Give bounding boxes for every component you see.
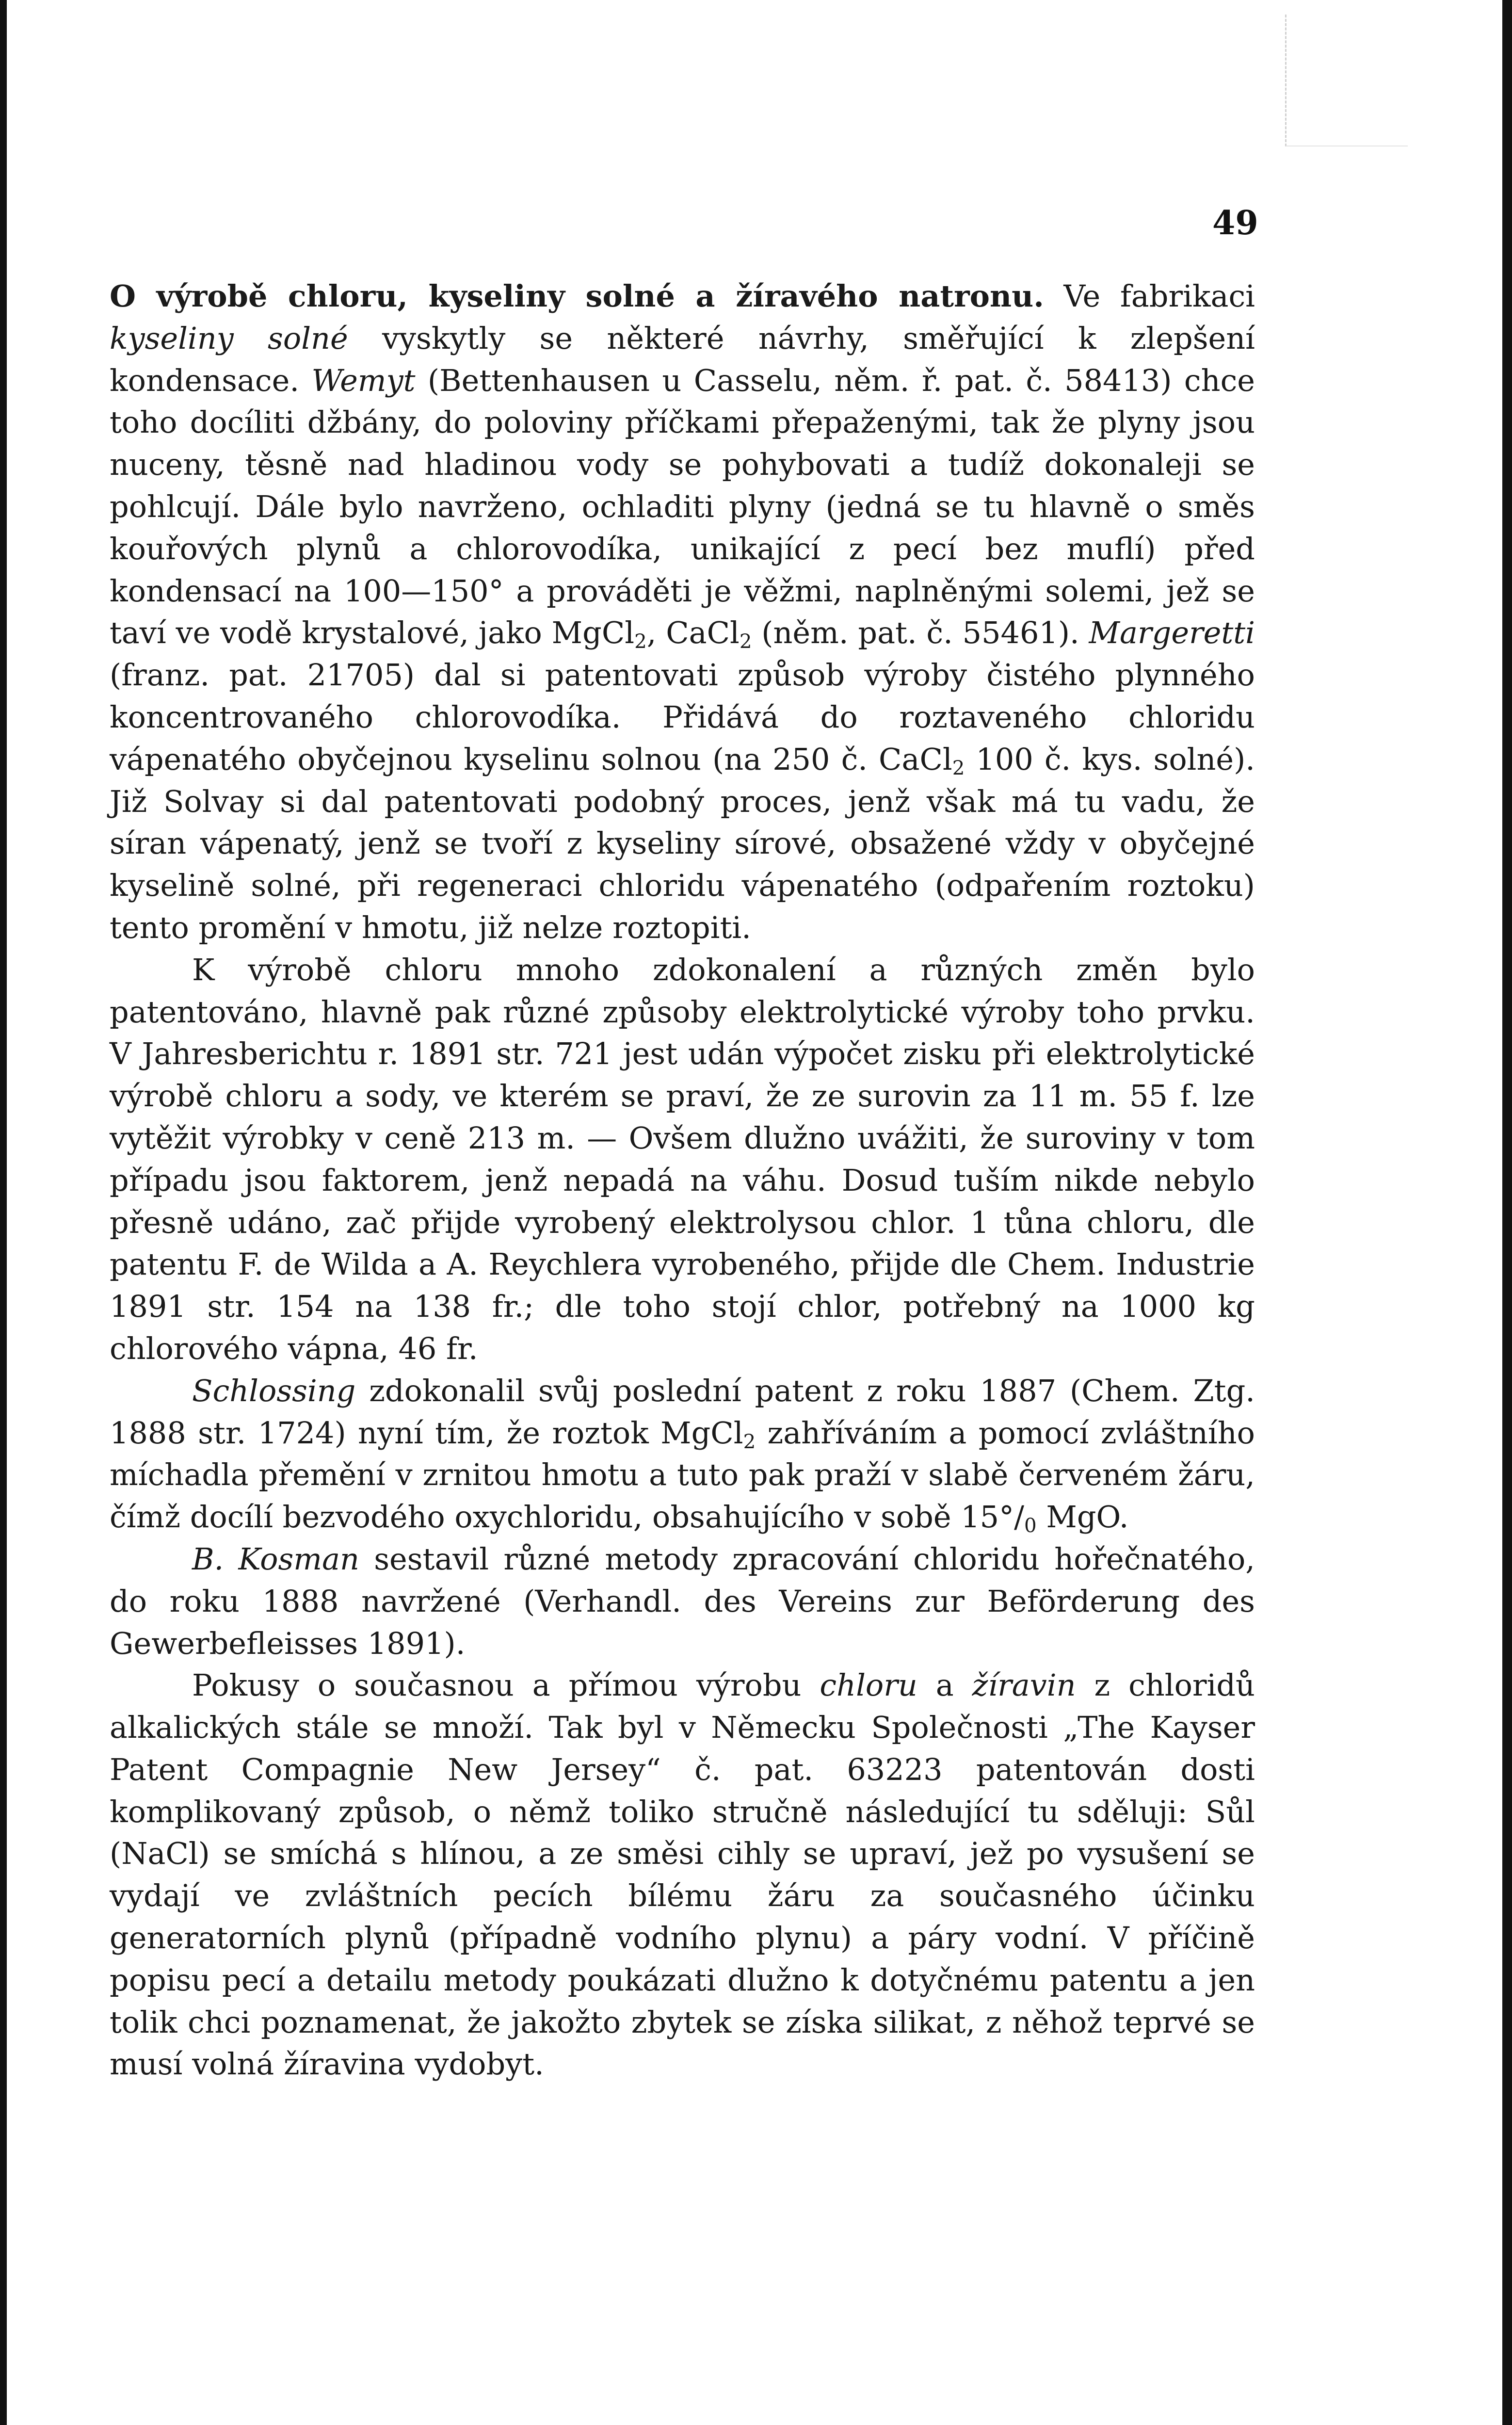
text-run: sestavil různé metody zpracování chloridu hořečnatého, do roku 1888 navržené (Verhandl. des Vereins zur Beförderung des Gewerbefleisses 1891). — [110, 1541, 1255, 1661]
scan-edge-right — [1502, 0, 1512, 2425]
text-run: Ve fabrikaci — [1044, 278, 1255, 314]
subscript: 0 — [1024, 1514, 1037, 1537]
paragraph-5 — [110, 1665, 1255, 2086]
emphasis: Schlossing — [192, 1373, 356, 1408]
paragraph-3 — [110, 1370, 1255, 1538]
paragraph-2: K výrobě chloru mnoho zdokonalení a různých změn bylo patentováno, hlavně pak různé způsoby elektrolytické výroby toho prvku. V Jahresberichtu r. 1891 str. 721 jest udán výpočet zisku při elektrolytické výrobě chloru a sody, ve kterém se praví, že ze surovin za 11 m. 55 f. lze vytěžit výrobky v ceně 213 m. — Ovšem dlužno uvážiti, že suroviny v tom případu jsou faktorem, jenž nepadá na váhu. Dosud tuším nikde nebylo přesně udáno, zač přijde vyrobený elektrolysou chlor. 1 tůna chloru, dle patentu F. de Wilda a A. Reychlera vyrobeného, přijde dle Chem. Industrie 1891 str. 154 na 138 fr.; dle toho stojí chlor, potřebný na 1000 kg chlorového vápna, 46 fr. — [110, 952, 1255, 1366]
section-heading: O výrobě chloru, kyseliny solné a žíravého natronu. — [110, 278, 1044, 314]
text-run: zahříváním a pomocí zvláštního míchadla přemění v zrnitou hmotu a tuto pak praží v slabě červeném žáru, čímž docílí bezvodého oxychloridu, obsahujícího v sobě 15°/ — [110, 1415, 1255, 1535]
body-text — [110, 275, 1255, 2086]
text-run: vyskytly se některé návrhy, směřující k zlepšení kondensace. — [110, 320, 1255, 398]
emphasis: chloru — [820, 1667, 917, 1703]
text-run: MgO. — [1036, 1499, 1129, 1535]
emphasis: žíravin — [972, 1667, 1076, 1703]
subscript: 2 — [634, 630, 647, 653]
text-run: Pokusy o současnou a přímou výrobu — [192, 1667, 820, 1703]
page-number: 49 — [1212, 204, 1258, 242]
subscript: 2 — [743, 1430, 756, 1453]
text-run: (Bettenhausen u Casselu, něm. ř. pat. č. 58413) chce toho docíliti džbány, do poloviny příčkami přepaženými, tak že plyny jsou nuceny, těsně nad hladinou vody se pohybovati a tudíž dokonaleji se pohlcují. Dále bylo navrženo, ochladiti plyny (jedná se tu hlavně o směs kouřových plynů a chlorovodíka, unikající z pecí bez muflí) před kondensací na 100—150° a prováděti je věžmi, naplněnými solemi, jež se taví ve vodě krystalové, jako MgCl — [110, 362, 1255, 651]
text-run: zdokonalil svůj poslední patent z roku 1887 (Chem. Ztg. 1888 str. 1724) nyní tím, že roztok MgCl — [110, 1373, 1255, 1451]
text-run: (něm. pat. č. 55461). — [752, 615, 1089, 651]
paragraph-1 — [110, 275, 1255, 949]
scan-edge-left — [0, 0, 7, 2425]
text-run: a — [917, 1667, 972, 1703]
emphasis: B. Kosman — [192, 1541, 359, 1577]
emphasis: kyseliny solné — [110, 320, 348, 356]
emphasis: Margeretti — [1089, 615, 1255, 651]
text-run: z chloridů alkalických stále se množí. Tak byl v Německu Společnosti „The Kayser Patent Compagnie New Jersey“ č. pat. 63223 patentován dosti komplikovaný způsob, o němž toliko stručně následující tu sděluji: Sůl (NaCl) se smíchá s hlínou, a ze směsi cihly se upraví, jež po vysušení se vydají ve zvláštních pecích bílému žáru za současného účinku generatorních plynů (případně vodního plynu) a páry vodní. V příčině popisu pecí a detailu metody poukázati dlužno k dotyčnému patentu a jen tolik chci poznamenat, že jakožto zbytek se získa silikat, z něhož teprvé se musí volná žíravina vydobyt. — [110, 1667, 1255, 2082]
emphasis: Wemyt — [311, 362, 416, 398]
text-run: (franz. pat. 21705) dal si patentovati způsob výroby čistého plynného koncentrovaného chlorovodíka. Přidává do roztaveného chloridu vápenatého obyčejnou kyselinu solnou (na 250 č. CaCl — [110, 657, 1255, 777]
subscript: 2 — [739, 630, 752, 653]
scan-artifact — [1285, 15, 1408, 146]
text-run: 100 č. kys. solné). Již Solvay si dal patentovati podobný proces, jenž však má tu vadu, že síran vápenatý, jenž se tvoří z kyseliny sírové, obsažené vždy v obyčejné kyselině solné, při regeneraci chloridu vápenatého (odpařením roztoku) tento promění v hmotu, již nelze roztopiti. — [110, 741, 1255, 945]
subscript: 2 — [952, 756, 965, 779]
text-run: , CaCl — [646, 615, 740, 651]
paragraph-4 — [110, 1538, 1255, 1665]
